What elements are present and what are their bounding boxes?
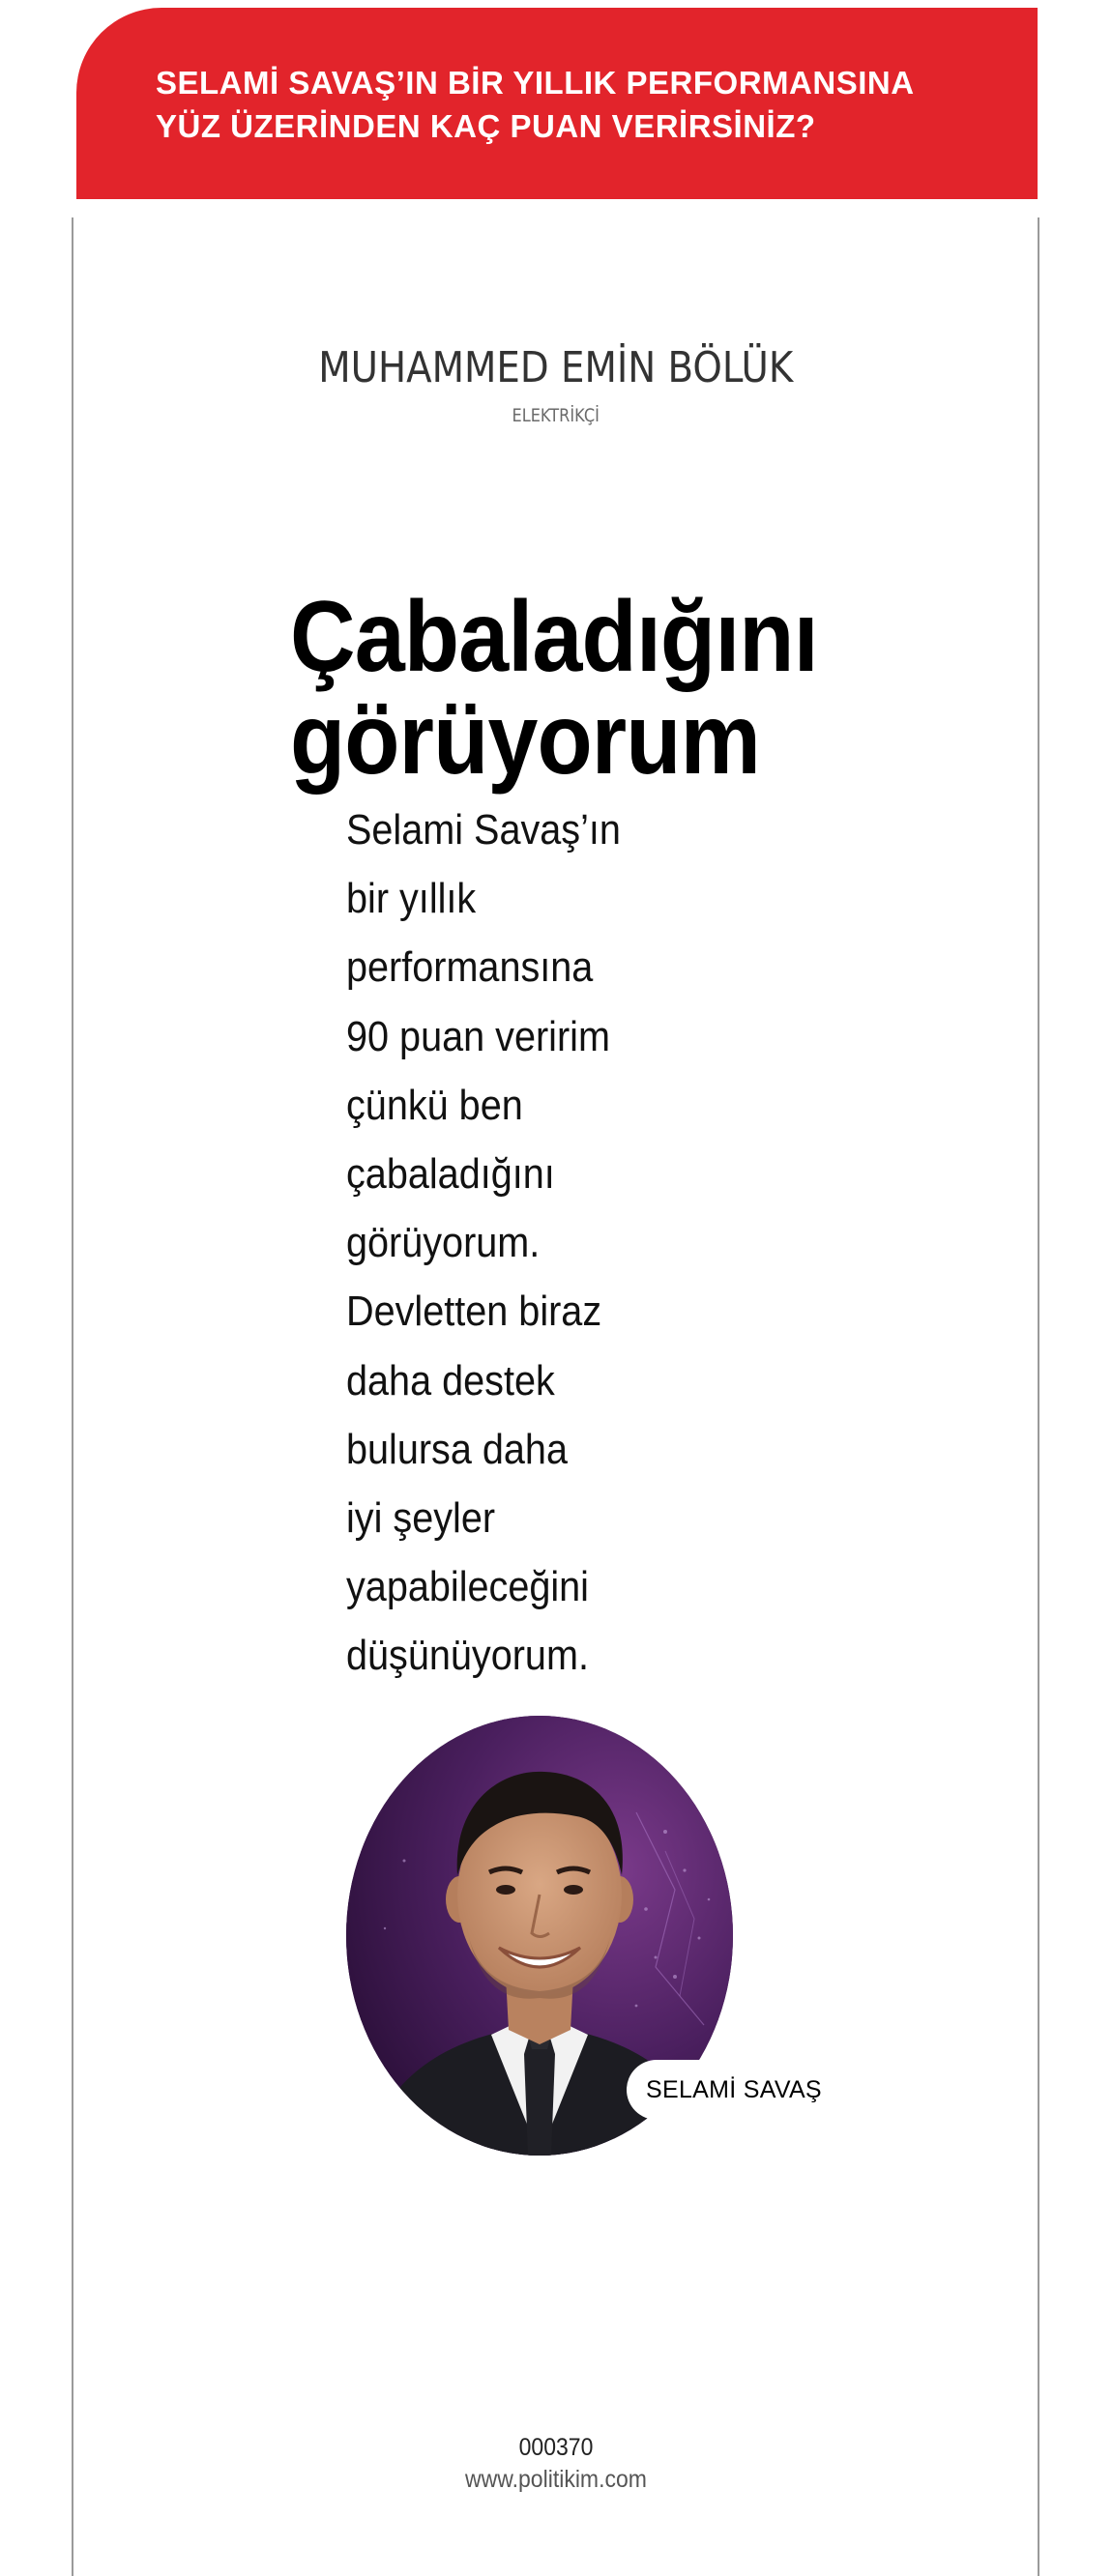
quote-line: Devletten biraz	[346, 1288, 602, 1336]
quote-line: daha destek	[346, 1356, 555, 1404]
headline	[290, 581, 899, 796]
headline-line-1: Çabaladığını	[290, 581, 818, 693]
quote-line: yapabileceğini	[346, 1563, 589, 1611]
quote-line: Selami Savaş’ın	[346, 806, 621, 854]
quote-line: çabaladığını	[346, 1150, 555, 1199]
question-line-2: YÜZ ÜZERİNDEN KAÇ PUAN VERİRSİNİZ?	[156, 108, 816, 144]
question-banner	[76, 8, 1038, 199]
quote-line: çünkü ben	[346, 1081, 523, 1129]
quote-line: performansına	[346, 943, 594, 992]
footer-code: 000370	[518, 2434, 594, 2461]
respondent-occupation: ELEKTRİKÇİ	[512, 405, 600, 426]
question-line-1: SELAMİ SAVAŞ’IN BİR YILLIK PERFORMANSINA	[156, 65, 915, 101]
quote-line: 90 puan veririm	[346, 1012, 610, 1060]
quote-line: bulursa daha	[346, 1425, 568, 1473]
quote-line: görüyorum.	[346, 1219, 541, 1267]
quote-line: iyi şeyler	[346, 1494, 496, 1543]
photo-caption: SELAMİ SAVAŞ	[627, 2060, 843, 2120]
headline-line-2: görüyorum	[290, 683, 760, 796]
footer-url[interactable]: www.politikim.com	[465, 2466, 647, 2493]
quote-line: düşünüyorum.	[346, 1632, 589, 1680]
respondent-name: MUHAMMED EMİN BÖLÜK	[318, 343, 794, 392]
quote-line: bir yıllık	[346, 875, 477, 923]
quote-text	[346, 796, 712, 1691]
